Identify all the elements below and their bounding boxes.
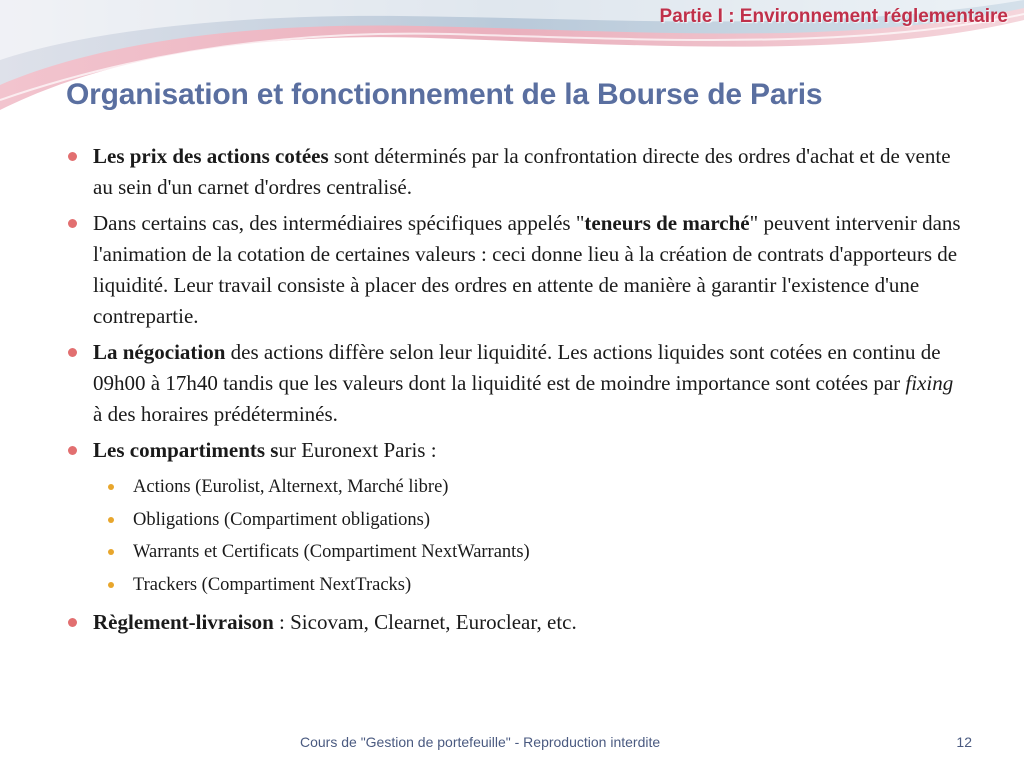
bullet-text: ur Euronext Paris : [278, 438, 437, 462]
bullet-bold-text: Les compartiments s [93, 438, 279, 462]
bullet-dot-icon [68, 446, 77, 455]
sub-bullet-actions [66, 471, 966, 504]
sub-bullet-dot-icon [108, 549, 114, 555]
bullet-bold-text: Règlement-livraison [93, 610, 274, 634]
bullet-text: sont déterminés par la confrontation directe des ordres d'achat et de vente au sein d'un carnet d'ordres centralisé. [93, 144, 951, 199]
bullet-prix-actions [66, 141, 966, 203]
bullet-reglement-livraison [66, 607, 966, 638]
sub-bullet-dot-icon [108, 484, 114, 490]
sub-bullet-trackers [66, 569, 966, 602]
sub-bullet-text: Obligations (Compartiment obligations) [133, 509, 430, 530]
bullet-negociation [66, 337, 966, 430]
bullet-bold-text: teneurs de marché [584, 211, 750, 235]
bullet-text: : Sicovam, Clearnet, Euroclear, etc. [273, 610, 577, 634]
bullet-text: des actions diffère selon leur liquidité. Les actions liquides sont cotées en continu de 09h00 à 17h40 tandis que les valeurs dont la liquidité est de moindre importance sont cotées par [93, 340, 941, 395]
sub-bullet-text: Trackers (Compartiment NextTracks) [133, 574, 412, 595]
bullet-dot-icon [68, 618, 77, 627]
sub-bullet-obligations [66, 504, 966, 537]
section-header: Partie I : Environnement réglementaire [659, 6, 1008, 27]
footer-text: Cours de "Gestion de portefeuille" - Reproduction interdite [300, 734, 661, 750]
bullet-italic-text: fixing [905, 371, 954, 395]
bullet-teneurs-marche [66, 208, 966, 332]
sub-bullet-dot-icon [108, 582, 114, 588]
bullet-dot-icon [68, 219, 77, 228]
bullet-text: à des horaires prédéterminés. [93, 402, 338, 426]
sub-bullet-text: Actions (Eurolist, Alternext, Marché libre) [133, 477, 449, 497]
sub-bullet-warrants [66, 536, 966, 569]
bullet-text: " peuvent intervenir dans l'animation de la cotation de certaines valeurs : ceci donne lieu à la création de contrats d'apporteurs de liquidité. Leur travail consiste à placer des ordres en attente de manière à garantir l'existence d'une contrepartie. [93, 211, 961, 328]
sub-bullet-text: Warrants et Certificats (Compartiment NextWarrants) [133, 542, 530, 562]
bullet-compartiments [66, 435, 966, 466]
page-number: 12 [956, 734, 972, 750]
sub-bullet-dot-icon [108, 517, 114, 523]
bullet-text: Dans certains cas, des intermédiaires spécifiques appelés " [93, 211, 585, 235]
bullet-dot-icon [68, 348, 77, 357]
bullet-dot-icon [68, 152, 77, 161]
compartiments-sub-list [66, 471, 966, 601]
bullet-bold-text: Les prix des actions cotées [93, 144, 329, 168]
slide-content [66, 141, 966, 643]
slide-title: Organisation et fonctionnement de la Bourse de Paris [66, 78, 823, 111]
bullet-bold-text: La négociation [93, 340, 226, 364]
